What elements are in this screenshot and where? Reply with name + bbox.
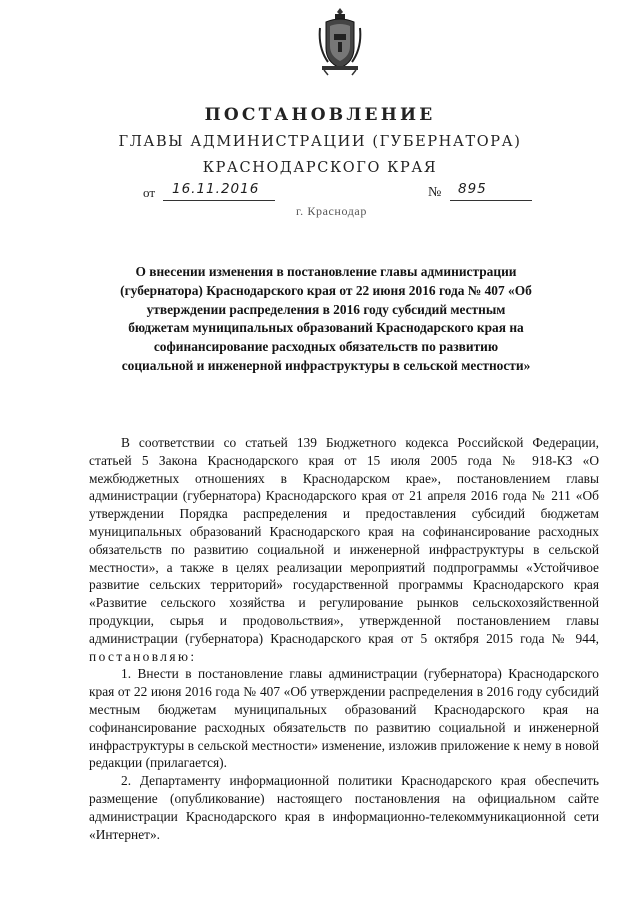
region-name: КРАСНОДАРСКОГО КРАЯ: [202, 160, 438, 176]
preamble-text: В соответствии со статьей 139 Бюджетного кодекса Российской Федерации, статьей 5 Закона Краснодарского края от 15 июля 2005 года № 918-КЗ «О межбюджетных отношениях в Краснодарском крае», постановлением главы администрации (губернатора) Краснодарского края от 21 апреля 2016 года № 211 «Об утверждении Порядка распределения и предоставления субсидий бюджетам муниципальных образований Краснодарского края на софинансирование расходных обязательств по развитию социальной и инженерной инфраструктуры в сельской местности», а также в целях реализации мероприятий подпрограммы «Устойчивое развитие сельских территорий» государственной программы Краснодарского края «Развитие сельского хозяйства и регулирование рынков сельскохозяйственной продукции, сырья и продовольствия», утвержденной постановлением главы администрации (губернатора) Краснодарского края от 5 октября 2015 года № 944,: [89, 435, 599, 646]
number-prefix: №: [428, 185, 442, 200]
date-value: 16.11.2016: [172, 181, 260, 197]
item-2-paragraph: 2. Департаменту информационной политики Краснодарского края обеспечить размещение (опубликование) настоящего постановления на официальном сайте администрации Краснодарского края в информационно-телекоммуникационной сети «Интернет».: [89, 773, 599, 842]
date-underline: [163, 200, 275, 201]
number-value: 895: [458, 181, 487, 197]
number-underline: [450, 200, 532, 201]
preamble-paragraph: [89, 434, 599, 665]
issuing-authority: ГЛАВЫ АДМИНИСТРАЦИИ (ГУБЕРНАТОРА): [118, 134, 522, 150]
document-body: [89, 434, 599, 843]
resolution-title: О внесении изменения в постановление главы администрации (губернатора) Краснодарского края от 22 июня 2016 года № 407 «Об утверждении распределения в 2016 году субсидий местным бюджетам муниципальных образований Краснодарского края на софинансирование расходных обязательств по развитию социальной и инженерной инфраструктуры в сельской местности»: [120, 264, 532, 373]
city-name: г. Краснодар: [296, 204, 367, 218]
coat-of-arms-emblem: [318, 6, 362, 76]
date-prefix: от: [143, 185, 156, 200]
document-type-heading: ПОСТАНОВЛЕНИЕ: [204, 105, 436, 125]
item-1-paragraph: 1. Внести в постановление главы администрации (губернатора) Краснодарского края от 22 июня 2016 года № 407 «Об утверждении распределения в 2016 году субсидий местным бюджетам муниципальных образований Краснодарского края на софинансирование расходных обязательств по развитию социальной и инженерной инфраструктуры в сельской местности» изменение, изложив приложение к нему в новой редакции (прилагается).: [89, 666, 599, 771]
resolve-word: постановляю:: [89, 648, 197, 664]
